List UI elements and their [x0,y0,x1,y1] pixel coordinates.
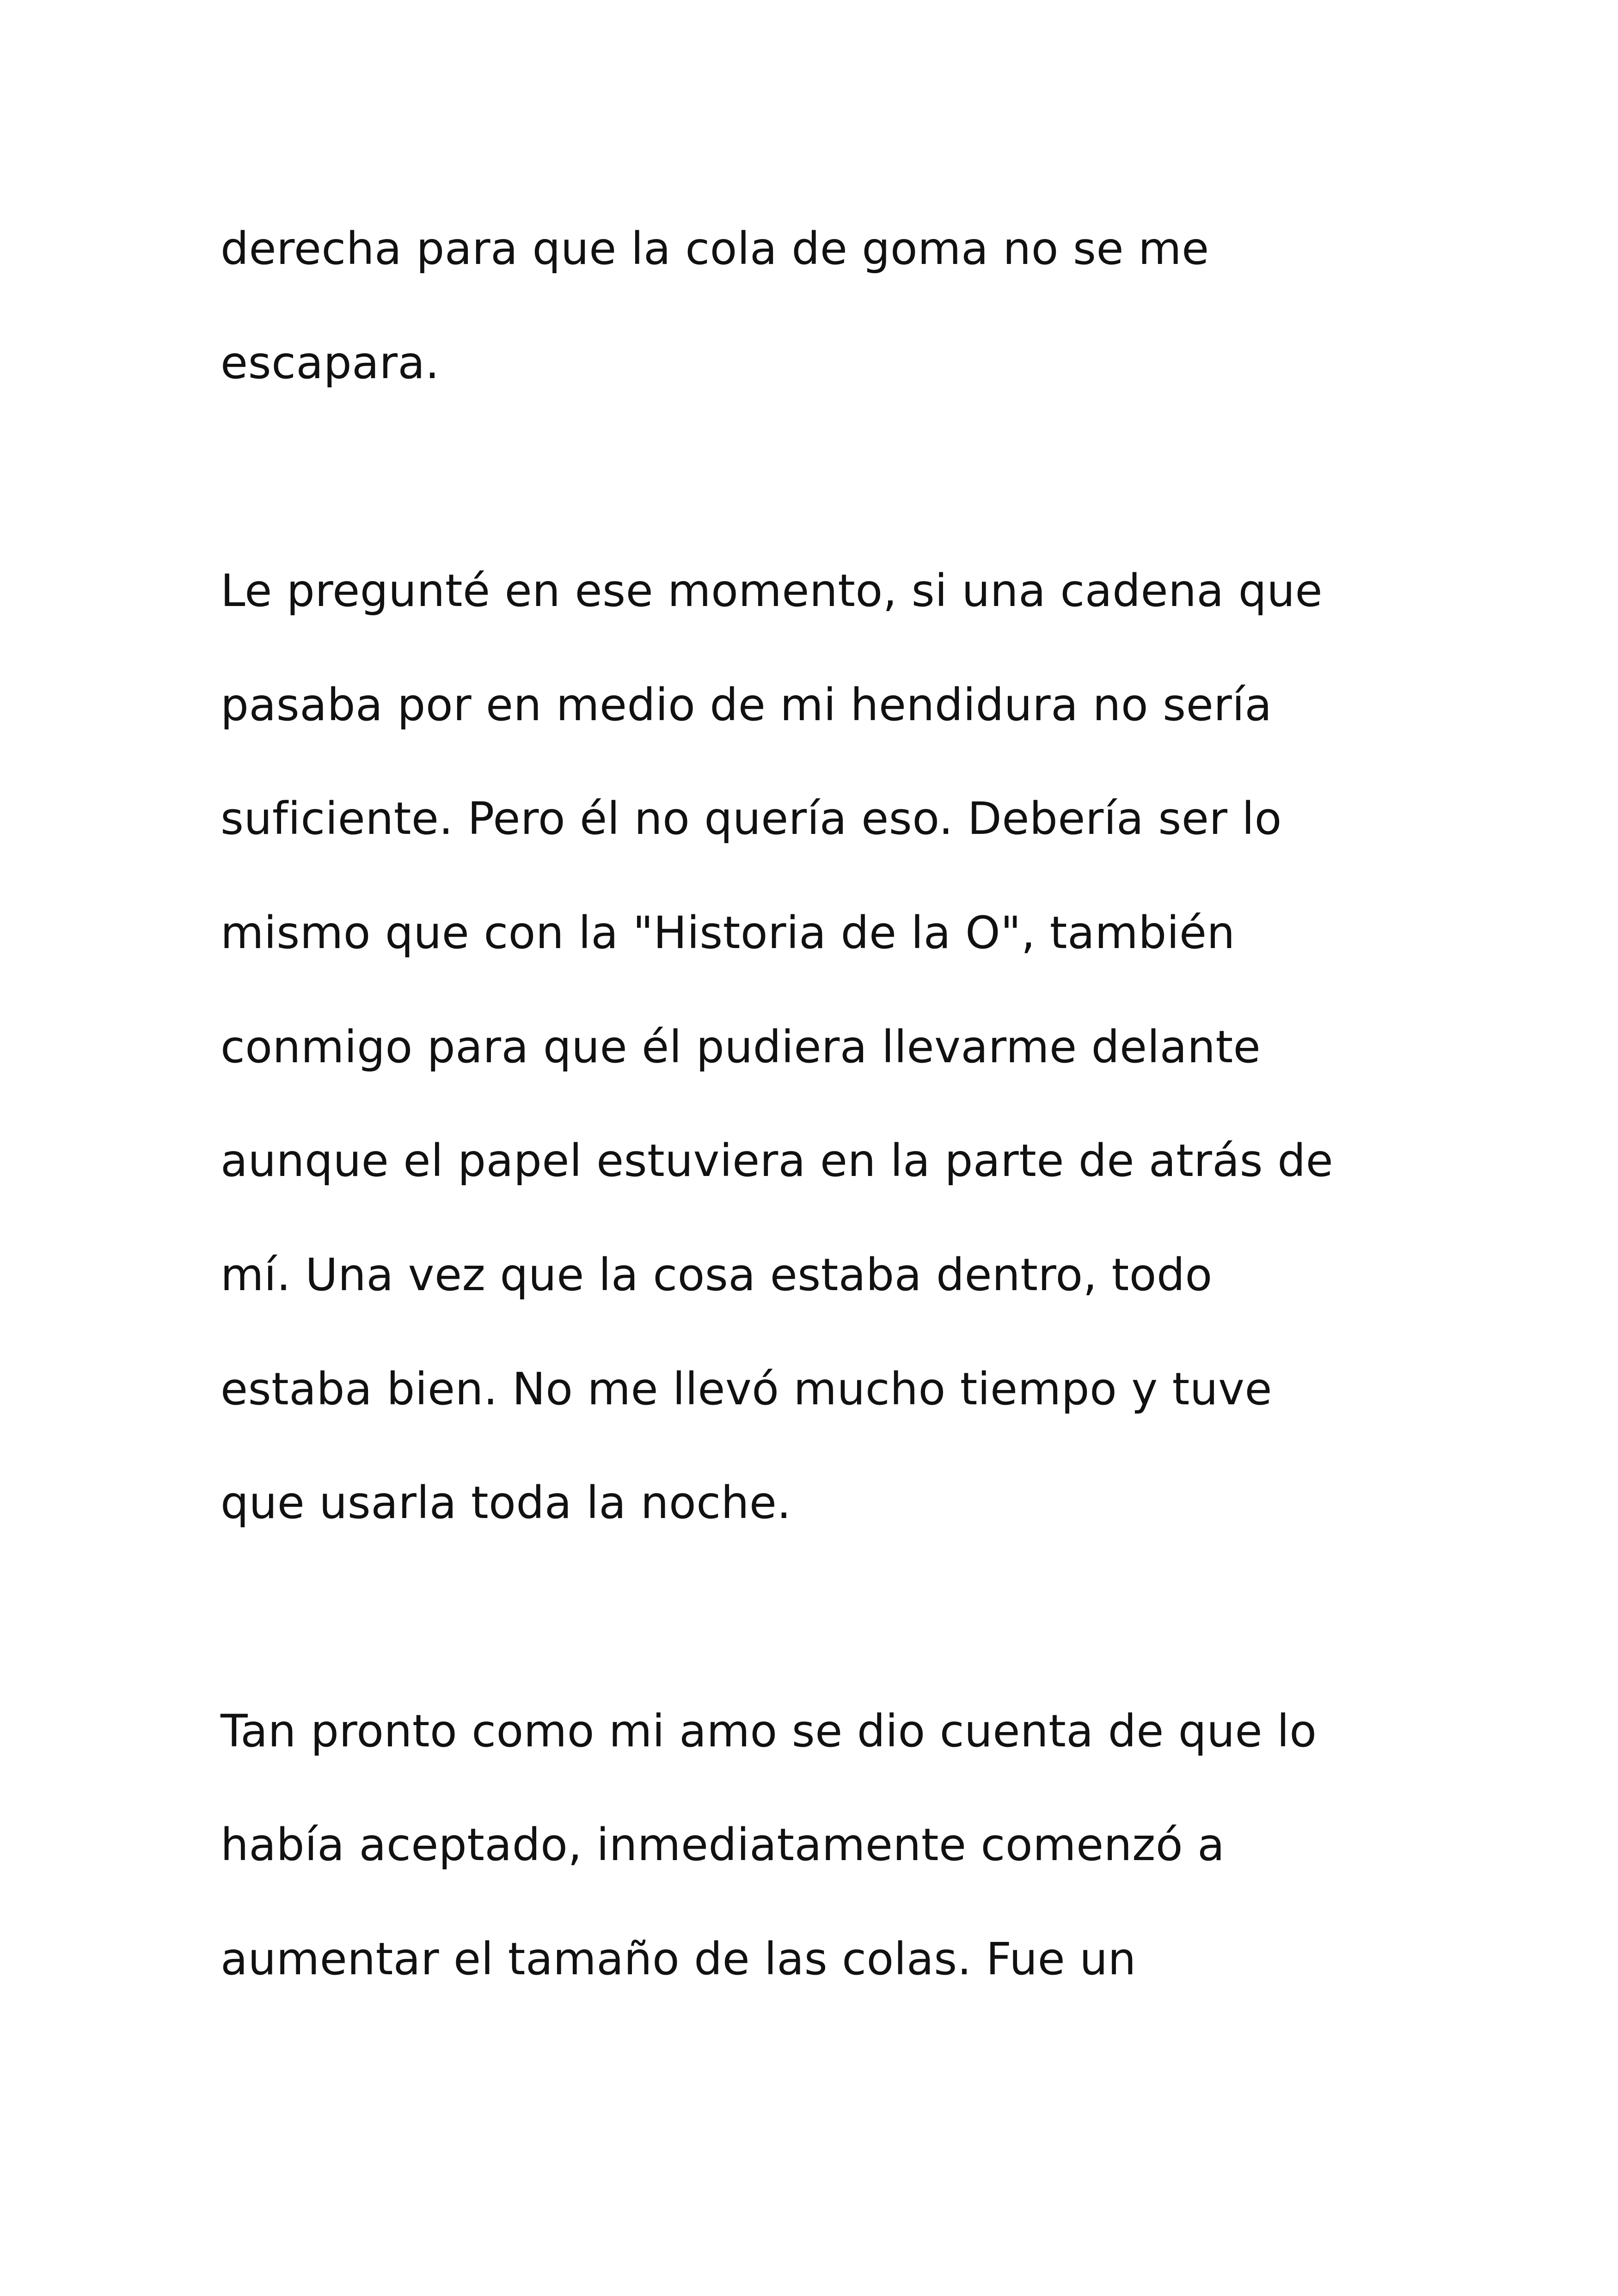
text-line: aunque el papel estuviera en la parte de atrás de [221,1135,1334,1187]
text-line: escapara. [221,337,440,389]
text-line: Le pregunté en ese momento, si una cadena que [221,565,1323,617]
text-line: conmigo para que él pudiera llevarme delante [221,1021,1261,1073]
text-line: suficiente. Pero él no quería eso. Debería ser lo [221,793,1282,845]
text-line: mismo que con la "Historia de la O", también [221,907,1235,959]
text-line: Tan pronto como mi amo se dio cuenta de que lo [221,1705,1317,1757]
text-line: pasaba por en medio de mi hendidura no sería [221,679,1272,731]
text-line: había aceptado, inmediatamente comenzó a [221,1819,1225,1871]
text-line: que usarla toda la noche. [221,1477,791,1529]
text-line: mí. Una vez que la cosa estaba dentro, todo [221,1249,1213,1301]
text-line: aumentar el tamaño de las colas. Fue un [221,1933,1136,1985]
text-line: estaba bien. No me llevó mucho tiempo y tuve [221,1363,1272,1415]
text-line: derecha para que la cola de goma no se me [221,223,1209,275]
